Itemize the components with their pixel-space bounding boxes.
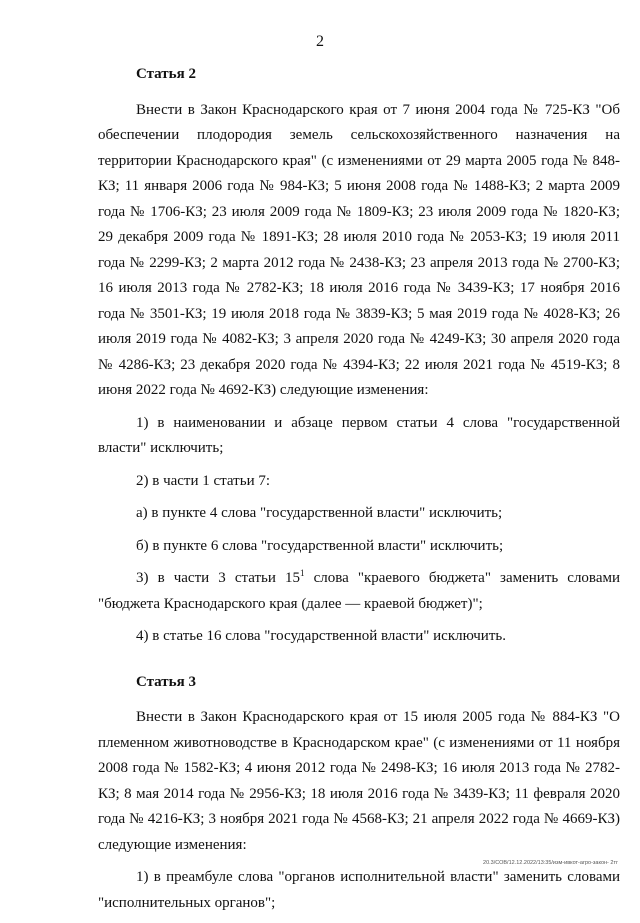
article-2-item-1: 1) в наименовании и абзаце первом статьи 4 слова "государственной власти" исключить; [98,414,620,456]
document-body [98,62,620,923]
article-2-item-2a: а) в пункте 4 слова "государственной власти" исключить; [136,505,503,521]
article-2-item-3-before: 3) в части 3 статьи 15 [136,570,300,586]
article-3-item-1: 1) в преамбуле слова "органов исполнительной власти" заменить словами "исполнительных органов"; [98,869,620,911]
article-2-item-2b: б) в пункте 6 слова "государственной власти" исключить; [136,537,504,554]
article-2-item-3-after: слова "краевого бюджета" заменить словами "бюджета Краснодарского края (далее — краевой бюджет)"; [98,570,620,612]
article-2-heading: Статья 2 [136,66,196,82]
article-3-intro: Внести в Закон Краснодарского края от 15 июля 2005 года № 884-КЗ "О племенном животноводстве в Краснодарском крае" (с изменениями от 11 ноября 2008 года № 1582-КЗ; 4 июня 2012 года № 2498-КЗ; 16 июля 2013 года № 2782-КЗ; 8 мая 2014 года № 2956-КЗ; 18 июля 2016 года № 3439-КЗ; 11 февраля 2020 года № 4216-КЗ; 3 ноября 2021 года № 4568-КЗ; 21 апреля 2022 года № 4669-КЗ) следующие изменения: [98,709,620,853]
footer-code: 20.3/СОВ/12.12.2022/13:35/изм-ивкот-агро-закон- 2тг [483,860,618,866]
article-3-heading: Статья 3 [136,673,196,690]
article-2-item-4: 4) в статье 16 слова "государственной власти" исключить. [136,628,506,644]
page-number: 2 [316,33,324,50]
article-2-item-3 [98,566,620,617]
article-2-item-2: 2) в части 1 статьи 7: [136,472,271,489]
article-2-item-3-sup: 1 [300,568,305,578]
article-2-intro: Внести в Закон Краснодарского края от 7 июня 2004 года № 725-КЗ "Об обеспечении плодородия земель сельскохозяйственного назначения на территории Краснодарского края" (с изменениями от 29 марта 2005 года № 848-КЗ; 11 января 2006 года № 984-КЗ; 5 июня 2008 года № 1488-КЗ; 2 марта 2009 года № 1706-КЗ; 23 июля 2009 года № 1809-КЗ; 23 июля 2009 года № 1820-КЗ; 29 декабря 2009 года № 1891-КЗ; 28 июля 2010 года № 2053-КЗ; 19 июля 2011 года № 2299-КЗ; 2 марта 2012 года № 2438-КЗ; 23 апреля 2013 года № 2700-КЗ; 16 июля 2013 года № 2782-КЗ; 18 июля 2016 года № 3439-КЗ; 17 ноября 2016 года № 3501-КЗ; 19 июля 2018 года № 3839-КЗ; 5 мая 2019 года № 4028-КЗ; 26 июля 2019 года № 4082-КЗ; 3 апреля 2020 года № 4249-КЗ; 30 апреля 2020 года № 4286-КЗ; 23 декабря 2020 года № 4394-КЗ; 22 июля 2021 года № 4519-КЗ; 8 июня 2022 года № 4692-КЗ) следующие изменения: [98,101,620,398]
